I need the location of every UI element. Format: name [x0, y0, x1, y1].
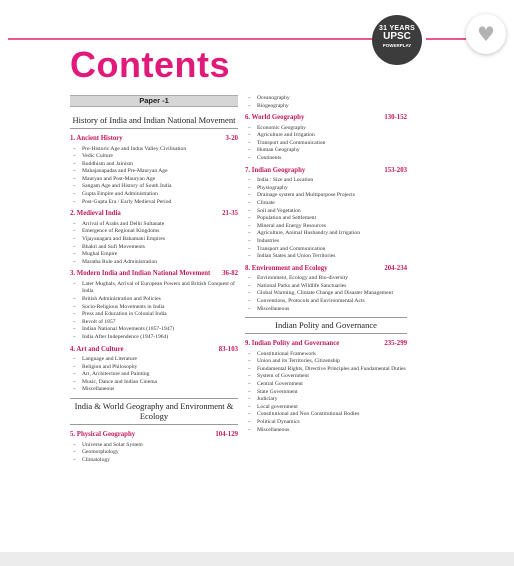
topic-item: – Union and its Territories, Citizenship — [245, 358, 407, 366]
topic-item: – Post-Gupta Era / Early Medieval Period — [70, 199, 238, 207]
topic-item: – Industries — [245, 238, 407, 246]
chapter-heading[interactable]: 3. Modern India and Indian National Movement 36-82 — [70, 270, 238, 278]
chapter-heading[interactable]: 4. Art and Culture 83-103 — [70, 345, 238, 353]
topic-item: – India : Size and Location — [245, 177, 407, 185]
topic-item: – Arrival of Arabs and Delhi Sultanate — [70, 221, 238, 229]
chapter-topic-list — [70, 356, 238, 394]
chapter-topic-list — [70, 442, 238, 465]
topic-item: – Language and Literature — [70, 356, 238, 364]
topic-item: – Vedic Culture — [70, 153, 238, 161]
topic-item: – State Government — [245, 389, 407, 397]
topic-item: – British Administration and Policies — [70, 296, 238, 304]
topic-item: – Human Geography — [245, 147, 407, 155]
section-heading: History of India and Indian National Movement — [70, 113, 238, 129]
topic-item: – Continents — [245, 155, 407, 163]
topic-item: – Vijayanagara and Bahamani Empires — [70, 236, 238, 244]
topic-item: – Emergence of Regional Kingdoms — [70, 228, 238, 236]
topic-item: – Economic Geography — [245, 125, 407, 133]
topic-item: – Judiciary — [245, 396, 407, 404]
section-heading: India & World Geography and Environment & Ecology — [70, 398, 238, 425]
topic-item: – Miscellaneous — [245, 427, 407, 435]
topic-item: – Local government — [245, 404, 407, 412]
topic-item: – Indian States and Union Territories — [245, 253, 407, 261]
topic-item: – Mahajanapadas and Pre-Mauryan Age — [70, 168, 238, 176]
chapter-heading[interactable]: 6. World Geography 130-152 — [245, 114, 407, 122]
favorite-button[interactable] — [466, 14, 506, 54]
topic-item: – Revolt of 1857 — [70, 319, 238, 327]
topic-item: – Buddhism and Jainism — [70, 161, 238, 169]
chapter-topic-list — [245, 275, 407, 313]
topic-item: – Religion and Philosophy — [70, 364, 238, 372]
upsc-powerplay-badge: 31 YEARS UPSC POWERPLAY — [372, 15, 422, 65]
chapter-heading[interactable]: 8. Environment and Ecology 204-234 — [245, 264, 407, 272]
topic-item: – System of Government — [245, 373, 407, 381]
topic-item: – Mauryan and Post-Mauryan Age — [70, 176, 238, 184]
left-column — [70, 95, 238, 468]
topic-item: – Indian National Movements (1857-1947) — [70, 326, 238, 334]
header-rule-right — [426, 38, 466, 40]
topic-item: – Central Government — [245, 381, 407, 389]
chapter-topic-list — [245, 177, 407, 261]
chapter-topic-list — [70, 146, 238, 207]
topic-item: – Agriculture and Irrigation — [245, 132, 407, 140]
topic-item: – Art, Architecture and Painting — [70, 371, 238, 379]
chapter-heading[interactable]: 9. Indian Polity and Governance 235-299 — [245, 340, 407, 348]
chapter-topic-list — [70, 281, 238, 342]
topic-item: – Pre-Historic Age and Indus Valley Civilisation — [70, 146, 238, 154]
topic-item: – Transport and Communication — [245, 246, 407, 254]
topic-item: – Population and Settlement — [245, 215, 407, 223]
topic-item: – National Parks and Wildlife Sanctuaries — [245, 283, 407, 291]
paper-heading: Paper -1 — [70, 95, 238, 107]
topic-item: – Bhakti and Sufi Movements — [70, 244, 238, 252]
topic-item: – Miscellaneous — [245, 306, 407, 314]
topic-item: – Climate — [245, 200, 407, 208]
topic-item: – Sangam Age and History of South India — [70, 183, 238, 191]
topic-item: – Biogeography — [245, 103, 407, 111]
topic-item: – Maratha Rule and Administration — [70, 259, 238, 267]
chapter-heading[interactable]: 5. Physical Geography 104-129 — [70, 431, 238, 439]
chapter-topic-list — [70, 221, 238, 267]
page-footer-strip — [0, 552, 514, 566]
heart-icon: ♥ — [477, 22, 495, 46]
topic-item: – Press and Education in Colonial India — [70, 311, 238, 319]
topic-item: – Later Mughals, Arrival of European Powers and British Conquest of India — [70, 281, 238, 296]
topic-item: – Soil and Vegetation — [245, 208, 407, 216]
chapter-heading[interactable]: 2. Medieval India 21-35 — [70, 210, 238, 218]
header-rule — [8, 38, 372, 40]
chapter-heading[interactable]: 1. Ancient History 3-20 — [70, 135, 238, 142]
topic-item: – Political Dynamics — [245, 419, 407, 427]
topic-item: – Fundamental Rights, Directive Principles and Fundamental Duties — [245, 366, 407, 374]
topic-item: – Constitutional and Non Constitutional Bodies — [245, 411, 407, 419]
page-title: Contents — [70, 44, 230, 85]
topic-item: – Universe and Solar System — [70, 442, 238, 450]
topic-item: – Global Warming, Climate Change and Disaster Management — [245, 290, 407, 298]
topic-item: – Gupta Empire and Administration — [70, 191, 238, 199]
topic-item: – Miscellaneous — [70, 386, 238, 394]
topic-item: – Transport and Communication — [245, 140, 407, 148]
topic-item: – Music, Dance and Indian Cinema — [70, 379, 238, 387]
topic-item: – Agriculture, Animal Husbandry and Irrigation — [245, 230, 407, 238]
chapter-topic-list — [245, 125, 407, 163]
topic-item: – Mughal Empire — [70, 251, 238, 259]
topic-item: – Mineral and Energy Resources — [245, 223, 407, 231]
section-heading: Indian Polity and Governance — [245, 317, 407, 334]
chapter-topic-list — [245, 351, 407, 435]
chapter-heading[interactable]: 7. Indian Geography 153-203 — [245, 166, 407, 174]
topic-item: – India After Independence (1947-1964) — [70, 334, 238, 342]
topic-item: – Environment, Ecology and Bio-diversity — [245, 275, 407, 283]
topic-item: – Oceanography — [245, 95, 407, 103]
topic-item: – Physiography — [245, 185, 407, 193]
topic-item: – Geomorphology — [70, 449, 238, 457]
topic-item: – Climatology — [70, 457, 238, 465]
topic-item: – Socio-Religious Movements in India — [70, 304, 238, 312]
chapter-topic-list — [245, 95, 407, 110]
topic-item: – Conventions, Protocols and Environmental Acts — [245, 298, 407, 306]
right-column — [245, 95, 407, 438]
topic-item: – Drainage system and Multipurpose Projects — [245, 192, 407, 200]
topic-item: – Constitutional Framework — [245, 351, 407, 359]
